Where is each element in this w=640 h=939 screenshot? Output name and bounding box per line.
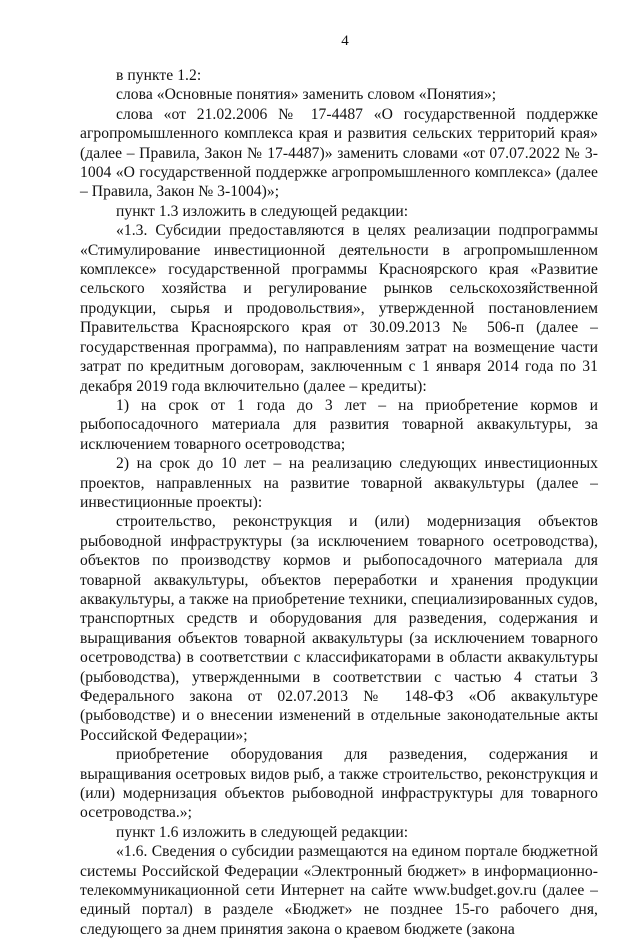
paragraph-replace-law-reference: слова «от 21.02.2006 № 17-4487 «О государственной поддержке агропромышленного комплекса края и развития сельских территорий края» (далее – Правила, Закон № 17-4487)» заменить словами «от 07.07.2022 № 3-1004 «О государственной поддержке агропромышленного комплекса» (далее – Правила, Закон № 3-1004)»; [80,105,598,201]
paragraph-point-1-6-text: «1.6. Сведения о субсидии размещаются на едином портале бюджетной системы Российской Федерации «Электронный бюджет» в информационно-телекоммуникационной сети Интернет на сайте www.budget.gov.ru (далее – единый портал) в разделе «Бюджет» не позднее 15-го рабочего дня, следующего за днем принятия закона о краевом бюджете (закона [80,843,598,938]
page-number: 4 [341,33,349,49]
paragraph-subitem-2: 2) на срок до 10 лет – на реализацию следующих инвестиционных проектов, направленных на развитие товарной аквакультуры (далее – инвестиционные проекты): [80,455,598,511]
paragraph-point-1-6-heading: пункт 1.6 изложить в следующей редакции: [116,823,409,841]
paragraph-subitem-1: 1) на срок от 1 года до 3 лет – на приобретение кормов и рыбопосадочного материала для развития товарной аквакультуры, за исключением товарного осетроводства; [80,396,598,453]
paragraph-sturgeon-equipment: приобретение оборудования для разведения, содержания и выращивания осетровых видов рыб, а также строительство, реконструкция и (или) модернизация объектов рыбоводной инфраструктуры для товарного осетроводства.»; [80,746,598,822]
paragraph-replace-basic-concepts: слова «Основные понятия» заменить словом «Понятия»; [116,86,497,104]
paragraph-construction-projects: строительство, реконструкция и (или) модернизация объектов рыбоводной инфраструктуры (за исключением товарного осетроводства), объектов по производству кормов и рыбопосадочного материала для товарной аквакультуры, объектов переработки и хранения продукции аквакультуры, а также на приобретение техники, специализированных судов, транспортных средств и оборудования для разведения, содержания и выращивания объектов товарной аквакультуры (за исключением товарного осетроводства) в соответствии с классификаторами в области аквакультуры (рыбоводства), утвержденными в соответствии с частью 4 статьи 3 Федерального закона от 02.07.2013 № 148-ФЗ «Об аквакультуре (рыбоводстве) и о внесении изменений в отдельные законодательные акты Российской Федерации»; [80,513,598,744]
paragraph-point-1-2-heading: в пункте 1.2: [116,67,202,84]
paragraph-point-1-3-heading: пункт 1.3 изложить в следующей редакции: [116,202,409,220]
paragraph-point-1-3-text: «1.3. Субсидии предоставляются в целях реализации подпрограммы «Стимулирование инвестиционной деятельности в агропромышленном комплексе» государственной программы Красноярского края «Развитие сельского хозяйства и регулирование рынков сельскохозяйственной продукции, сырья и продовольствия», утвержденной постановлением Правительства Красноярского края от 30.09.2013 № 506-п (далее – государственная программа), по направлениям затрат на возмещение части затрат по кредитным договорам, заключенным с 1 января 2014 года по 31 декабря 2019 года включительно (далее – кредиты): [80,222,598,395]
